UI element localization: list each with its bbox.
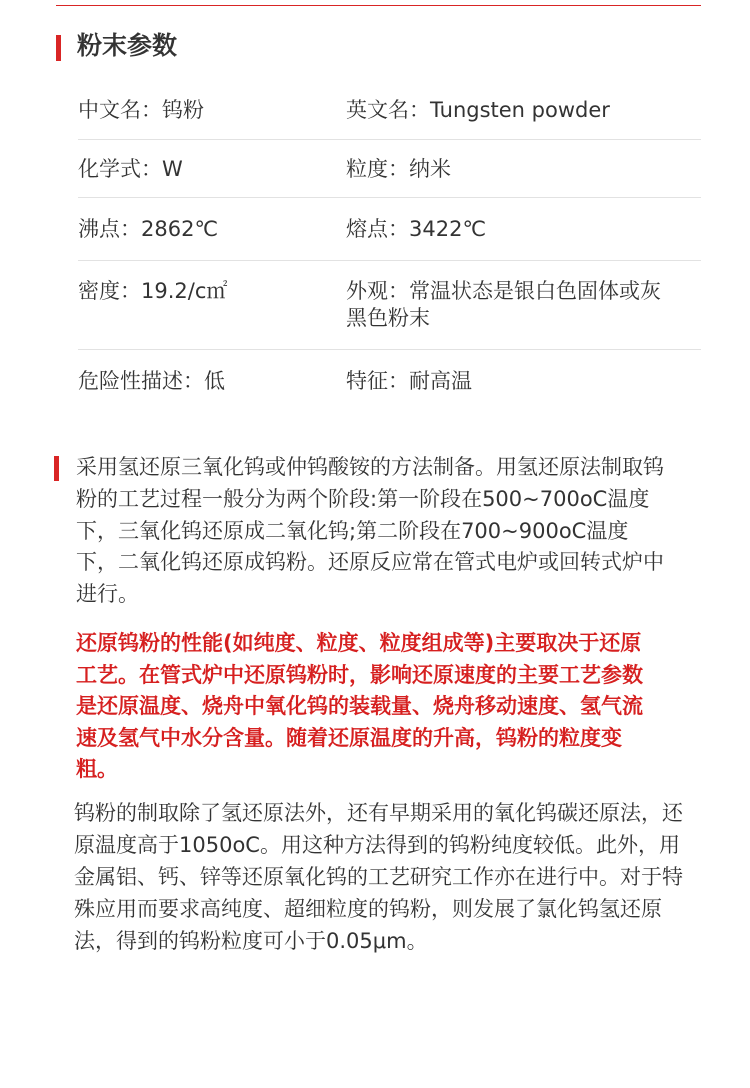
spec-value: 19.2/c㎡ [141, 279, 228, 303]
spec-label: 沸点： [78, 217, 141, 241]
preparation-paragraph: 采用氢还原三氧化钨或仲钨酸铵的方法制备。用氢还原法制取钨粉的工艺过程一般分为两个阶段:第一阶段在500~700oC温度下，三氧化钨还原成二氧化钨;第二阶段在700~900oC温度下，二氧化钨还原成钨粉。还原反应常在管式电炉或回转式炉中进行。 [76, 455, 664, 607]
section-title: 粉末参数 [77, 31, 178, 60]
spec-label: 危险性描述： [78, 369, 204, 393]
spec-cell-formula [78, 156, 183, 183]
spec-value: Tungsten powder [430, 98, 610, 122]
spec-value: 钨粉 [162, 98, 204, 122]
spec-value: 纳米 [409, 157, 451, 181]
spec-cell-melting-point [346, 216, 666, 243]
highlight-paragraph: 还原钨粉的性能(如纯度、粒度、粒度组成等)主要取决于还原工艺。在管式炉中还原钨粉时，影响还原速度的主要工艺参数是还原温度、烧舟中氧化钨的装载量、烧舟移动速度、氢气流速及氢气中水分含量。随着还原温度的升高，钨粉的粒度变粗。 [76, 631, 643, 782]
spec-cell-boiling-point [78, 216, 218, 243]
spec-row [78, 140, 701, 198]
section-accent-bar [56, 35, 61, 61]
spec-value: 3422℃ [409, 217, 487, 241]
top-divider [56, 5, 701, 6]
spec-cell-hazard [78, 368, 225, 395]
spec-label: 中文名： [78, 98, 162, 122]
spec-cell-chinese-name [78, 97, 204, 124]
spec-row [78, 80, 701, 140]
spec-cell-density [78, 278, 227, 305]
spec-value: 2862℃ [141, 217, 219, 241]
spec-label: 外观： [346, 279, 409, 303]
spec-label: 熔点： [346, 217, 409, 241]
spec-value: W [162, 157, 183, 181]
spec-label: 特征： [346, 369, 409, 393]
paragraph-accent-bar [54, 456, 59, 481]
spec-cell-english-name [346, 97, 666, 124]
spec-label: 粒度： [346, 157, 409, 181]
spec-value: 常温状态是银白色固体或灰黑色粉末 [346, 279, 661, 330]
spec-row [78, 350, 701, 412]
spec-table [78, 80, 701, 412]
spec-cell-appearance [346, 278, 664, 332]
spec-row [78, 261, 701, 350]
spec-value: 低 [204, 369, 225, 393]
spec-cell-feature [346, 368, 666, 395]
spec-label: 密度： [78, 279, 141, 303]
spec-label: 英文名： [346, 98, 430, 122]
alternative-methods-paragraph: 钨粉的制取除了氢还原法外，还有早期采用的氧化钨碳还原法，还原温度高于1050oC。用这种方法得到的钨粉纯度较低。此外，用金属铝、钙、锌等还原氧化钨的工艺研究工作亦在进行中。对于特殊应用而要求高纯度、超细粒度的钨粉，则发展了氯化钨氢还原法，得到的钨粉粒度可小于0.05μm。 [74, 801, 683, 953]
spec-row [78, 198, 701, 261]
spec-value: 耐高温 [409, 369, 472, 393]
spec-cell-particle-size [346, 156, 666, 183]
spec-label: 化学式： [78, 157, 162, 181]
